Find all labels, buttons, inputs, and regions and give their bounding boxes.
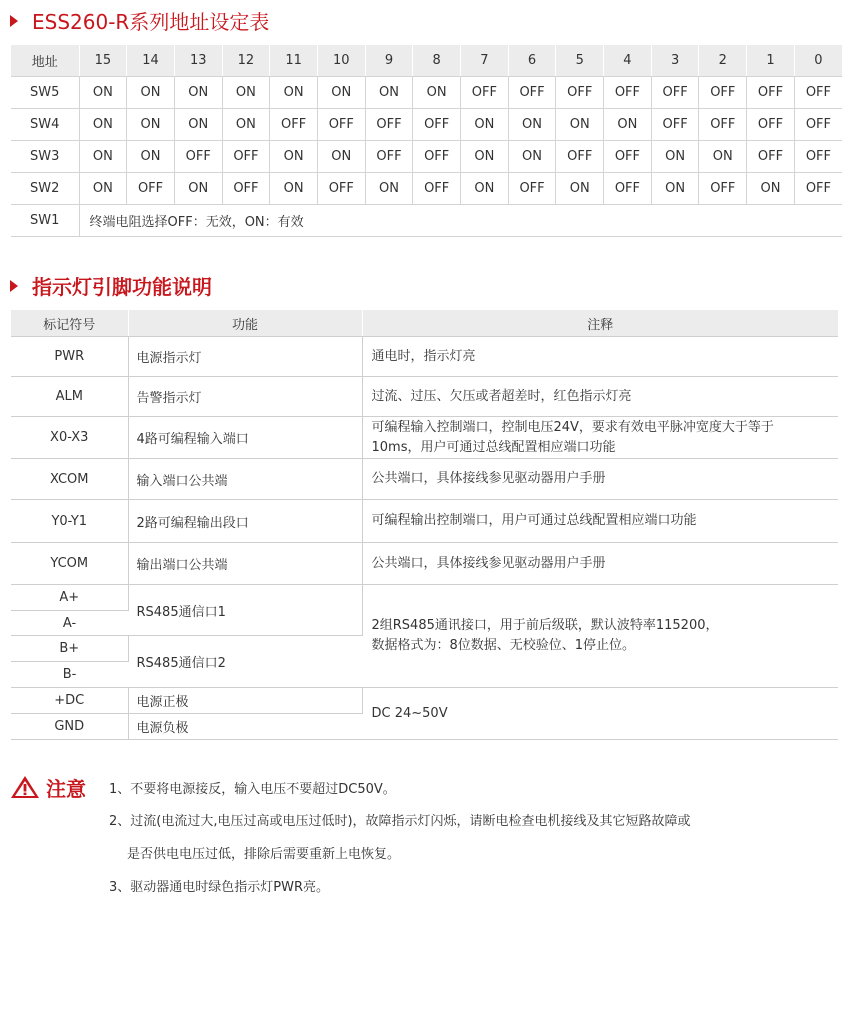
pin-function: 4路可编程输入端口 <box>128 417 362 459</box>
address-table-header <box>11 45 842 77</box>
header-cell: 9 <box>365 45 413 77</box>
switch-state: ON <box>270 77 318 109</box>
switch-state: OFF <box>461 77 509 109</box>
pin-row-a-plus <box>11 585 838 611</box>
pin-symbol: XCOM <box>11 459 128 500</box>
triangle-bullet-icon <box>10 280 18 292</box>
address-table <box>11 45 842 237</box>
pin-symbol: GND <box>11 714 128 740</box>
pin-row-xcom <box>11 459 838 500</box>
address-table-title: ESS260-R系列地址设定表 <box>32 10 270 34</box>
switch-state: ON <box>127 141 175 173</box>
switch-row <box>11 109 842 141</box>
switch-state: OFF <box>222 141 270 173</box>
sw1-label: SW1 <box>11 205 79 237</box>
note-line: 10ms，用户可通过总线配置相应端口功能 <box>371 439 616 455</box>
header-cell: 5 <box>556 45 604 77</box>
switch-state: OFF <box>794 77 842 109</box>
switch-state: ON <box>508 141 556 173</box>
header-cell: 1 <box>747 45 795 77</box>
pin-table-header <box>11 310 838 337</box>
switch-state: ON <box>317 141 365 173</box>
pin-symbol: +DC <box>11 688 128 714</box>
header-cell: 15 <box>79 45 127 77</box>
pin-symbol: B- <box>11 662 128 688</box>
switch-state: ON <box>699 141 747 173</box>
switch-state: OFF <box>365 109 413 141</box>
switch-state: ON <box>127 109 175 141</box>
pin-function: 输出端口公共端 <box>128 543 362 585</box>
switch-state: ON <box>747 173 795 205</box>
switch-row <box>11 77 842 109</box>
note-3: 3、驱动器通电时绿色指示灯PWR亮。 <box>109 880 329 895</box>
warning-triangle-icon <box>10 775 40 799</box>
switch-state: OFF <box>508 77 556 109</box>
switch-state: ON <box>270 173 318 205</box>
switch-state: OFF <box>174 141 222 173</box>
pin-note: 过流、过压、欠压或者超差时，红色指示灯亮 <box>362 377 838 417</box>
switch-state: OFF <box>508 173 556 205</box>
switch-state: ON <box>413 77 461 109</box>
header-cell: 2 <box>699 45 747 77</box>
sw1-description: 终端电阻选择OFF：无效，ON：有效 <box>79 205 842 237</box>
header-cell: 0 <box>794 45 842 77</box>
switch-state: OFF <box>699 77 747 109</box>
header-cell: 11 <box>270 45 318 77</box>
switch-label: SW5 <box>11 77 79 109</box>
warning-title: 注意 <box>46 777 86 801</box>
section-title-address <box>10 6 269 35</box>
switch-state: OFF <box>270 109 318 141</box>
pin-row-alm <box>11 377 838 417</box>
pin-function: 电源指示灯 <box>128 337 362 377</box>
switch-state: OFF <box>317 173 365 205</box>
switch-label: SW4 <box>11 109 79 141</box>
switch-state: ON <box>508 109 556 141</box>
switch-state: OFF <box>651 109 699 141</box>
header-cell: 12 <box>222 45 270 77</box>
note-line: 可编程输入控制端口，控制电压24V，要求有效电平脉冲宽度大于等于 <box>371 419 774 435</box>
switch-state: OFF <box>604 141 652 173</box>
pin-row-pwr <box>11 337 838 377</box>
switch-state: OFF <box>556 77 604 109</box>
switch-state: OFF <box>317 109 365 141</box>
switch-state: ON <box>461 173 509 205</box>
switch-state: ON <box>556 109 604 141</box>
switch-state: OFF <box>604 77 652 109</box>
pin-function: RS485通信口2 <box>128 636 362 688</box>
pin-symbol: Y0-Y1 <box>11 500 128 543</box>
switch-state: ON <box>651 141 699 173</box>
switch-state: ON <box>651 173 699 205</box>
note-2-line-1: 2、过流(电流过大,电压过高或电压过低时)，故障指示灯闪烁，请断电检查电机接线及其它短路故障或 <box>109 814 691 829</box>
header-cell: 4 <box>604 45 652 77</box>
header-cell: 10 <box>317 45 365 77</box>
switch-state: ON <box>222 109 270 141</box>
switch-label: SW3 <box>11 141 79 173</box>
pin-symbol: X0-X3 <box>11 417 128 459</box>
switch-state: OFF <box>365 141 413 173</box>
switch-state: ON <box>79 109 127 141</box>
header-symbol: 标记符号 <box>11 310 128 337</box>
pin-symbol: YCOM <box>11 543 128 585</box>
pin-row-ycom <box>11 543 838 585</box>
pin-function: 电源负极 <box>128 714 362 740</box>
switch-state: ON <box>270 141 318 173</box>
triangle-bullet-icon <box>10 15 18 27</box>
switch-state: OFF <box>413 109 461 141</box>
switch-state: OFF <box>222 173 270 205</box>
note-line: 2组RS485通讯接口，用于前后级联，默认波特率115200， <box>371 618 719 633</box>
switch-state: ON <box>79 77 127 109</box>
switch-state: OFF <box>747 141 795 173</box>
switch-state: ON <box>461 141 509 173</box>
switch-state: ON <box>174 173 222 205</box>
pin-note: 公共端口，具体接线参见驱动器用户手册 <box>362 459 838 500</box>
header-cell: 13 <box>174 45 222 77</box>
switch-state: OFF <box>794 141 842 173</box>
switch-state: OFF <box>556 141 604 173</box>
pin-row-y <box>11 500 838 543</box>
switch-state: ON <box>174 109 222 141</box>
switch-state: ON <box>127 77 175 109</box>
switch-state: ON <box>556 173 604 205</box>
header-note: 注释 <box>362 310 838 337</box>
switch-state: OFF <box>413 173 461 205</box>
switch-state: OFF <box>651 77 699 109</box>
switch-state: OFF <box>699 173 747 205</box>
switch-state: OFF <box>604 173 652 205</box>
pin-function: 输入端口公共端 <box>128 459 362 500</box>
pin-symbol: B+ <box>11 636 128 662</box>
header-function: 功能 <box>128 310 362 337</box>
header-cell: 3 <box>651 45 699 77</box>
header-cell: 8 <box>413 45 461 77</box>
sw1-row <box>11 205 842 237</box>
pin-symbol: ALM <box>11 377 128 417</box>
switch-state: ON <box>365 173 413 205</box>
switch-state: ON <box>365 77 413 109</box>
switch-label: SW2 <box>11 173 79 205</box>
pin-row-dc <box>11 688 838 714</box>
pin-table-title: 指示灯引脚功能说明 <box>32 275 212 299</box>
pin-function: RS485通信口1 <box>128 585 362 636</box>
header-cell: 7 <box>461 45 509 77</box>
switch-state: ON <box>317 77 365 109</box>
switch-state: ON <box>174 77 222 109</box>
pin-symbol: PWR <box>11 337 128 377</box>
pin-note <box>362 585 838 688</box>
pin-row-x <box>11 417 838 459</box>
header-cell: 14 <box>127 45 175 77</box>
pin-function-table <box>11 310 838 740</box>
switch-row <box>11 141 842 173</box>
switch-state: OFF <box>794 173 842 205</box>
pin-function: 告警指示灯 <box>128 377 362 417</box>
section-title-pins <box>10 271 212 300</box>
pin-note: DC 24~50V <box>362 688 838 740</box>
switch-state: OFF <box>699 109 747 141</box>
pin-symbol: A- <box>11 611 128 636</box>
pin-note: 通电时，指示灯亮 <box>362 337 838 377</box>
switch-state: ON <box>79 173 127 205</box>
pin-note: 公共端口，具体接线参见驱动器用户手册 <box>362 543 838 585</box>
switch-row <box>11 173 842 205</box>
switch-state: OFF <box>747 109 795 141</box>
note-line: 数据格式为：8位数据、无校验位、1停止位。 <box>371 638 636 653</box>
note-1: 1、不要将电源接反，输入电压不要超过DC50V。 <box>109 782 396 797</box>
switch-state: OFF <box>127 173 175 205</box>
pin-symbol: A+ <box>11 585 128 611</box>
switch-state: ON <box>222 77 270 109</box>
header-cell: 6 <box>508 45 556 77</box>
switch-state: OFF <box>747 77 795 109</box>
pin-note: 可编程输出控制端口，用户可通过总线配置相应端口功能 <box>362 500 838 543</box>
pin-function: 2路可编程输出段口 <box>128 500 362 543</box>
pin-function: 电源正极 <box>128 688 362 714</box>
switch-state: ON <box>79 141 127 173</box>
switch-state: ON <box>604 109 652 141</box>
header-cell: 地址 <box>11 45 79 77</box>
note-2-line-2: 是否供电电压过低，排除后需要重新上电恢复。 <box>127 847 401 862</box>
switch-state: OFF <box>794 109 842 141</box>
switch-state: OFF <box>413 141 461 173</box>
switch-state: ON <box>461 109 509 141</box>
pin-note <box>362 417 838 459</box>
